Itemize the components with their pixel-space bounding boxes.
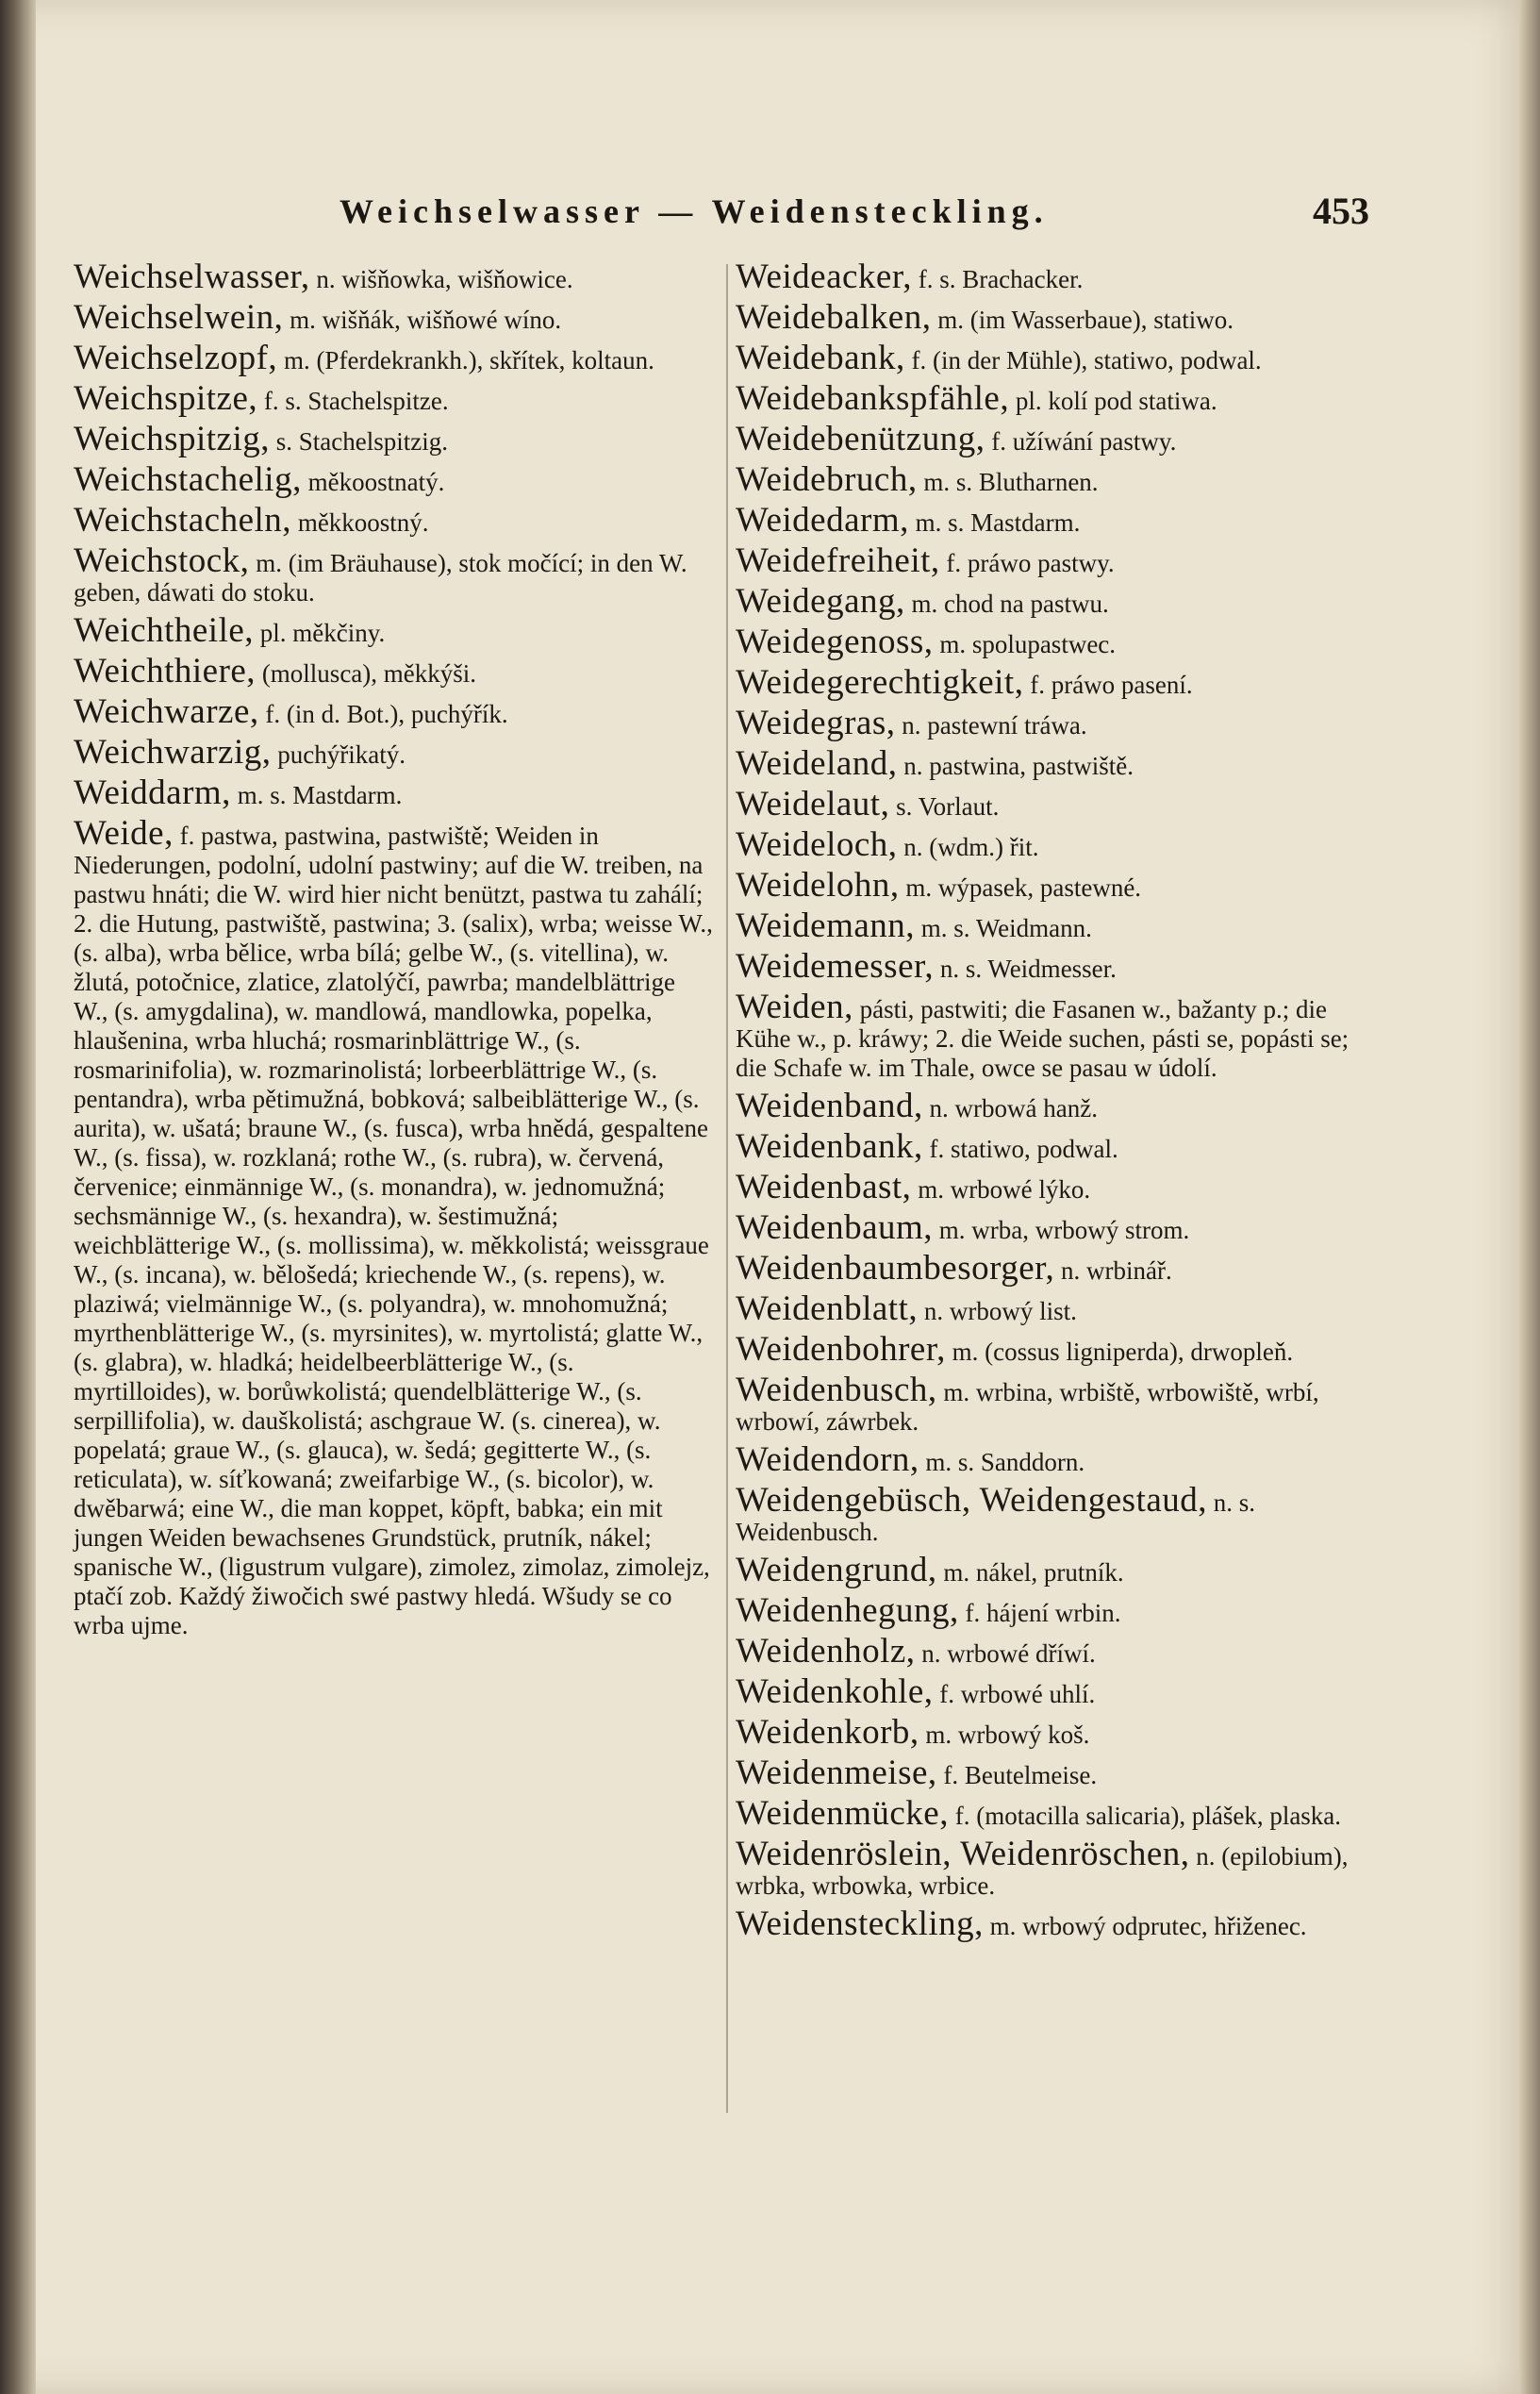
headword: Weidenband, — [736, 1087, 923, 1125]
headword: Weidegras, — [736, 704, 896, 742]
dictionary-entry — [736, 825, 1362, 864]
headword: Weichselwein, — [74, 298, 284, 337]
headword: Weidenmücke, — [736, 1794, 949, 1833]
definition: n. s. Weidmesser. — [939, 955, 1117, 983]
definition: f. s. Stachelspitze. — [263, 387, 449, 415]
definition: f. Beutelmeise. — [943, 1761, 1098, 1789]
definition: f. s. Brachacker. — [918, 265, 1084, 293]
dictionary-entry — [74, 420, 715, 458]
definition: n. wišňowka, wišňowice. — [316, 265, 573, 293]
definition: m. (im Bräuhause), stok močící; in den W. geben, dáwati do stoku. — [74, 549, 687, 607]
dictionary-entry — [736, 1371, 1362, 1437]
definition: n. pastwina, pastwiště. — [903, 752, 1134, 780]
headword: Weidebank, — [736, 339, 905, 377]
headword: Weidenbusch, — [736, 1371, 937, 1409]
dictionary-entry — [74, 460, 715, 499]
definition: n. (wdm.) řit. — [903, 833, 1039, 861]
dictionary-entry — [736, 1835, 1362, 1901]
dictionary-entry — [74, 298, 715, 337]
dictionary-entry — [736, 339, 1362, 377]
dictionary-entry — [736, 379, 1362, 418]
dictionary-entry — [74, 814, 715, 1640]
dictionary-entry — [736, 1713, 1362, 1752]
dictionary-entry — [736, 1481, 1362, 1547]
headword: Weidenkohle, — [736, 1672, 934, 1711]
dictionary-entry — [736, 298, 1362, 337]
definition: m. spolupastwec. — [939, 630, 1117, 658]
dictionary-entry — [74, 652, 715, 690]
headword: Weidedarm, — [736, 501, 909, 540]
dictionary-entry — [736, 663, 1362, 702]
definition: n. wrbowé dříwí. — [921, 1639, 1096, 1668]
headword: Weidenbohrer, — [736, 1330, 946, 1369]
headword: Weichselwasser, — [74, 258, 310, 296]
definition: měkoostnatý. — [307, 468, 445, 496]
definition: m. (cossus ligniperda), drwopleň. — [952, 1338, 1294, 1366]
headword: Weideacker, — [736, 258, 912, 296]
definition: m. wýpasek, pastewné. — [905, 873, 1142, 902]
dictionary-entry — [736, 988, 1362, 1083]
dictionary-entry — [736, 582, 1362, 621]
dictionary-entry — [736, 623, 1362, 661]
definition: n. wrbinář. — [1061, 1256, 1172, 1285]
headword: Weidenröslein, Weidenröschen, — [736, 1835, 1190, 1873]
headword: Weidenbaum, — [736, 1208, 934, 1247]
headword: Weichselzopf, — [74, 339, 278, 377]
headword: Weidelohn, — [736, 866, 900, 905]
dictionary-entry — [736, 1168, 1362, 1206]
headword: Weidenhegung, — [736, 1591, 959, 1630]
definition: pl. měkčiny. — [259, 619, 386, 647]
headword: Weidengrund, — [736, 1551, 937, 1589]
dictionary-entry — [736, 258, 1362, 296]
definition: f. užíwání pastwy. — [991, 427, 1177, 456]
dictionary-entry — [74, 501, 715, 540]
headword: Weidegang, — [736, 582, 905, 621]
definition: m. wrbowé lýko. — [918, 1175, 1091, 1204]
definition: n. pastewní tráwa. — [902, 711, 1087, 740]
definition: n. wrbowý list. — [923, 1297, 1077, 1325]
definition: m. s. Blutharnen. — [923, 468, 1099, 496]
headword: Weidemann, — [736, 906, 916, 945]
definition: f. (in d. Bot.), puchýřík. — [265, 700, 508, 728]
definition: m. s. Mastdarm. — [237, 781, 403, 809]
dictionary-entry — [736, 1440, 1362, 1479]
definition: m. s. Weidmann. — [920, 914, 1092, 942]
definition: m. (Pferdekrankh.), skřítek, koltaun. — [283, 346, 654, 374]
definition: f. wrbowé uhlí. — [939, 1680, 1096, 1708]
headword: Weidendorn, — [736, 1440, 919, 1479]
dictionary-entry — [736, 1591, 1362, 1630]
definition: n. (epilobium), wrbka, wrbowka, wrbice. — [736, 1842, 1349, 1900]
definition: m. (im Wasserbaue), statiwo. — [937, 306, 1234, 334]
dictionary-entry — [736, 1754, 1362, 1792]
left-column — [74, 258, 715, 1649]
dictionary-entry — [736, 906, 1362, 945]
headword: Weidebenützung, — [736, 420, 985, 458]
headword: Weiddarm, — [74, 773, 231, 812]
definition: m. wrbowý odprutec, hřiženec. — [989, 1912, 1307, 1940]
dictionary-entry — [736, 1551, 1362, 1589]
headword: Weidenblatt, — [736, 1289, 919, 1328]
dictionary-entry — [74, 692, 715, 731]
definition: měkkoostný. — [297, 508, 429, 537]
headword: Weidegerechtigkeit, — [736, 663, 1024, 702]
dictionary-entry — [74, 379, 715, 418]
headword: Weichstock, — [74, 541, 250, 580]
page-number: 453 — [1313, 190, 1369, 232]
headword: Weidengebüsch, Weidengestaud, — [736, 1481, 1208, 1520]
headword: Weidenbank, — [736, 1127, 923, 1166]
dictionary-entry — [74, 773, 715, 812]
dictionary-entry — [736, 1904, 1362, 1943]
dictionary-entry — [74, 733, 715, 772]
definition: (mollusca), měkkýši. — [261, 659, 477, 688]
definition: n. s. Weidenbusch. — [736, 1488, 1256, 1546]
dictionary-entry — [74, 541, 715, 607]
headword: Weichwarze, — [74, 692, 259, 731]
headword: Weichspitzig, — [74, 420, 270, 458]
headword: Weidegenoss, — [736, 623, 934, 661]
dictionary-entry — [736, 1289, 1362, 1328]
definition: pl. kolí pod statiwa. — [1015, 387, 1217, 415]
headword: Weidenbaumbesorger, — [736, 1249, 1055, 1288]
dictionary-entry — [736, 541, 1362, 580]
headword: Weidelaut, — [736, 785, 890, 823]
headword: Weidebankspfähle, — [736, 379, 1010, 418]
dictionary-entry — [736, 1087, 1362, 1125]
headword: Weidebalken, — [736, 298, 932, 337]
dictionary-entry — [736, 1632, 1362, 1671]
headword: Weidensteckling, — [736, 1904, 984, 1943]
headword: Weichstacheln, — [74, 501, 292, 540]
definition: m. wišňák, wišňowé wíno. — [290, 306, 562, 334]
dictionary-entry — [736, 501, 1362, 540]
dictionary-entry — [74, 611, 715, 650]
dictionary-entry — [736, 420, 1362, 458]
dictionary-entry — [74, 339, 715, 377]
headword: Weiden, — [736, 988, 853, 1026]
dictionary-entry — [736, 1672, 1362, 1711]
headword: Weidebruch, — [736, 460, 918, 499]
definition: f. práwo pasení. — [1030, 671, 1193, 699]
dictionary-entry — [736, 947, 1362, 986]
definition: f. hájení wrbin. — [965, 1599, 1121, 1627]
headword: Weichthiere, — [74, 652, 257, 690]
definition: f. statiwo, podwal. — [929, 1135, 1118, 1163]
dictionary-entry — [736, 744, 1362, 783]
dictionary-entry — [736, 1127, 1362, 1166]
definition: f. pastwa, pastwina, pastwiště; Weiden in Niederungen, podolní, udolní pastwiny; auf die W. treiben, na pastwu hnáti; die W. wird hier nicht benützt, pastwa tu zahálí; 2. die Hutung, pastwiště, pastwina; 3. (salix), wrba; weisse W., (s. alba), wrba bělice, wrba bílá; gelbe W., (s. vitellina), w. žlutá, potočnice, zlatice, zlatolýčí, pawrba; mandelblättrige W., (s. amygdalina), w. mandlowá, mandlowka, popelka, hlaušenina, wrba hluchá; rosmarinblättrige W., (s. rosmarinifolia), w. rozmarinolistá; lorbeerblättrige W., (s. pentandra), wrba pětimužná, bobková; salbeiblätterige W., (s. aurita), w. ušatá; braune W., (s. fusca), wrba hnědá, gespaltene W., (s. fissa), w. rozklaná; rothe W., (s. rubra), w. červená, červenice; einmännige W., (s. monandra), w. jednomužná; sechsmännige W., (s. hexandra), w. šestimužná; weichblätterige W., (s. mollissima), w. měkkolistá; weissgraue W., (s. incana), w. bělošedá; kriechende W., (s. repens), w. plaziwá; vielmännige W., (s. polyandra), w. mnohomužná; myrthenblätterige W., (s. myrsinites), w. myrtolistá; glatte W., (s. glabra), w. hladká; heidelbeerblätterige W., (s. myrtilloides), w. borůwkolistá; quendelblätterige W., (s. serpillifolia), w. dauškolistá; aschgraue W. (s. cinerea), w. popelatá; graue W., (s. glauca), w. šedá; gegitterte W., (s. reticulata), w. síťkowaná; zweifarbige W., (s. bicolor), w. dwěbarwá; eine W., die man koppet, köpft, babka; ein mit jungen Weiden bewachsenes Grundstück, prutník, nákel; spanische W., (ligustrum vulgare), zimolez, zimolaz, zimolejz, ptačí zob. Každý žiwočich swé pastwy hledá. Wšudy se co wrba ujme. — [74, 822, 713, 1639]
definition: n. wrbowá hanž. — [929, 1094, 1098, 1122]
dictionary-entry — [74, 258, 715, 296]
definition: m. wrbina, wrbiště, wrbowiště, wrbí, wrbowí, záwrbek. — [736, 1378, 1319, 1436]
headword: Weide, — [74, 814, 174, 853]
headword: Weidemesser, — [736, 947, 935, 986]
headword: Weichspitze, — [74, 379, 258, 418]
headword: Weidenbast, — [736, 1168, 912, 1206]
definition: m. chod na pastwu. — [911, 590, 1109, 618]
headword: Weichwarzig, — [74, 733, 272, 772]
right-column — [736, 258, 1362, 1950]
definition: m. wrba, wrbowý strom. — [938, 1216, 1190, 1244]
headword: Weidefreiheit, — [736, 541, 940, 580]
dictionary-entry — [736, 785, 1362, 823]
headword: Weidenmeise, — [736, 1754, 937, 1792]
page-edge — [1519, 0, 1540, 2394]
dictionary-entry — [736, 704, 1362, 742]
headword: Weideland, — [736, 744, 898, 783]
headword: Weichstachelig, — [74, 460, 302, 499]
headword: Weideloch, — [736, 825, 898, 864]
definition: m. nákel, prutník. — [943, 1558, 1124, 1587]
definition: f. práwo pastwy. — [946, 549, 1115, 577]
definition: m. wrbowý koš. — [925, 1721, 1090, 1749]
dictionary-entry — [736, 1794, 1362, 1833]
definition: pásti, pastwiti; die Fasanen w., bažanty p.; die Kühe w., p. kráwy; 2. die Weide suchen, pásti se, popásti se; die Schafe w. im Thale, owce se pasau w údolí. — [736, 995, 1350, 1082]
headword: Weidenkorb, — [736, 1713, 919, 1752]
definition: f. (in der Mühle), statiwo, podwal. — [911, 346, 1262, 374]
column-divider — [726, 264, 728, 2113]
definition: puchýřikatý. — [277, 740, 406, 769]
dictionary-entry — [736, 866, 1362, 905]
definition: m. s. Sanddorn. — [925, 1448, 1085, 1476]
book-spine-shadow — [0, 0, 36, 2394]
dictionary-entry — [736, 1208, 1362, 1247]
dictionary-entry — [736, 460, 1362, 499]
definition: s. Vorlaut. — [896, 792, 1000, 821]
running-header: Weichselwasser — Weidensteckling. — [339, 192, 1049, 230]
definition: s. Stachelspitzig. — [275, 427, 448, 456]
dictionary-entry — [736, 1249, 1362, 1288]
definition: m. s. Mastdarm. — [915, 508, 1081, 537]
headword: Weichtheile, — [74, 611, 255, 650]
dictionary-entry — [736, 1330, 1362, 1369]
headword: Weidenholz, — [736, 1632, 916, 1671]
definition: f. (motacilla salicaria), plášek, plaska. — [954, 1802, 1342, 1830]
